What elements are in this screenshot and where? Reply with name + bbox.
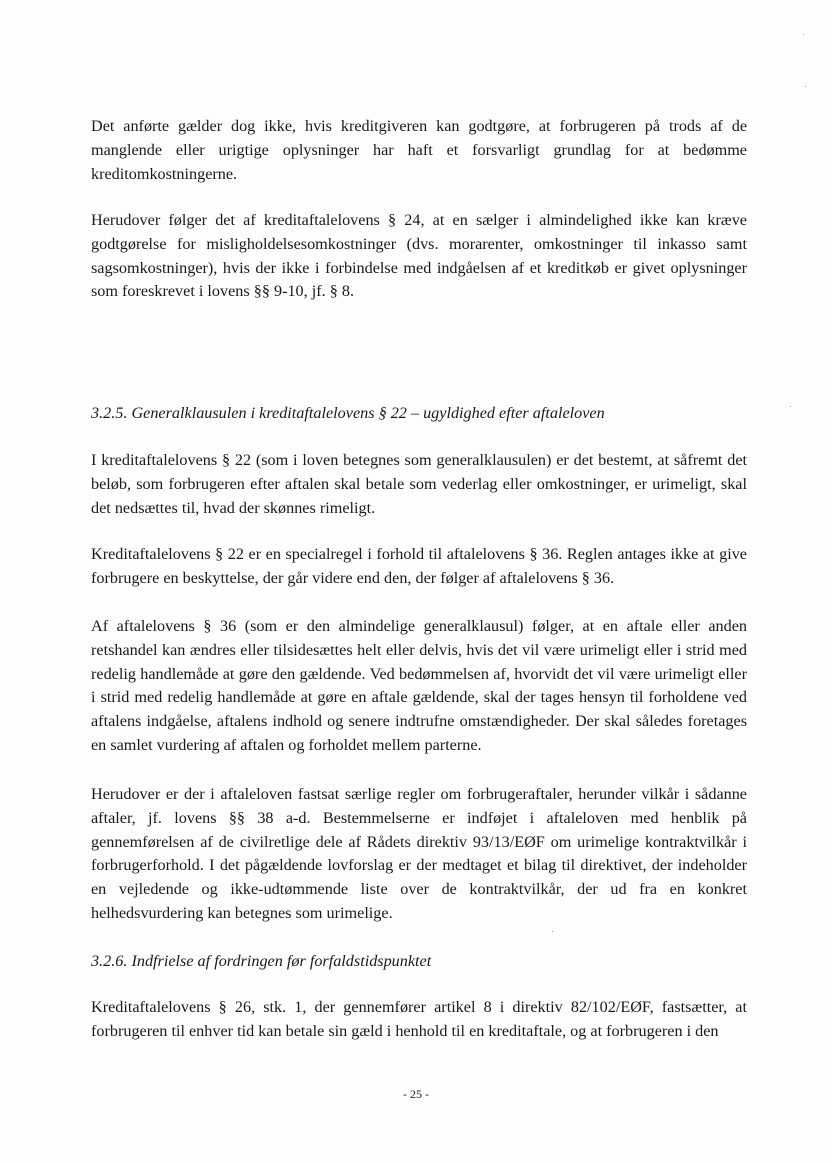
- scan-speck: [805, 86, 806, 87]
- paragraph-consumer-agreements: Herudover er der i aftaleloven fastsat særlige regler om forbrugeraftaler, herunder vilkår i sådanne aftaler, jf. lovens §§ 38 a-d. Bestemmelserne er indføjet i aftaleloven med henblik på gennemførelsen af de civilretlige dele af Rådets direktiv 93/13/EØF om urimelige kontraktvilkår i forbrugerforhold. I det pågældende lovforslag er der medtaget et bilag til direktivet, der indeholder en vejledende og ikke-udtømmende liste over de kontraktvilkår, der ud fra en konkret helhedsvurdering kan betegnes som urimelige.: [91, 785, 747, 922]
- scan-speck: [803, 34, 804, 35]
- paragraph-credit-costs: Det anførte gælder dog ikke, hvis kreditgiveren kan godtgøre, at forbrugeren på trods af de manglende eller urigtige oplysninger har haft et forsvarligt grundlag for at bedømme kreditomkostningerne.: [91, 117, 747, 183]
- paragraph-section-22: I kreditaftalelovens § 22 (som i loven betegnes som generalklausulen) er det bestemt, at såfremt det beløb, som forbrugeren efter aftalen skal betale som vederlag eller omkostninger, er urimeligt, skal det nedsættes til, hvad der skønnes rimeligt.: [91, 451, 747, 517]
- page-number: - 25 -: [403, 1087, 429, 1101]
- scan-speck: [790, 406, 791, 407]
- scan-speck: [552, 931, 553, 932]
- section-heading-3-2-5: 3.2.5. Generalklausulen i kreditaftalelovens § 22 – ugyldighed efter aftaleloven: [91, 404, 605, 422]
- paragraph-special-rule: Kreditaftalelovens § 22 er en specialregel i forhold til aftalelovens § 36. Reglen antages ikke at give forbrugere en beskyttelse, der går videre end den, der følger af aftalelovens § 36.: [91, 545, 747, 587]
- paragraph-section-26: Kreditaftalelovens § 26, stk. 1, der gennemfører artikel 8 i direktiv 82/102/EØF, fastsætter, at forbrugeren til enhver tid kan betale sin gæld i henhold til en kreditaftale, og at forbrugeren i den: [91, 998, 747, 1040]
- paragraph-section-24: Herudover følger det af kreditaftalelovens § 24, at en sælger i almindelighed ikke kan kræve godtgørelse for misligholdelsesomkostninger (dvs. morarenter, omkostninger til inkasso samt sagsomkostninger), hvis der ikke i forbindelse med indgåelsen af et kreditkøb er givet oplysninger som foreskrevet i lovens §§ 9-10, jf. § 8.: [91, 211, 747, 301]
- section-heading-3-2-6: 3.2.6. Indfrielse af fordringen før forfaldstidspunktet: [91, 952, 432, 970]
- paragraph-section-36: Af aftalelovens § 36 (som er den almindelige generalklausul) følger, at en aftale eller anden retshandel kan ændres eller tilsidesættes helt eller delvis, hvis det vil være urimeligt eller i strid med redelig handlemåde at gøre den gældende. Ved bedømmelsen af, hvorvidt det vil være urimeligt eller i strid med redelig handlemåde at gøre en aftale gældende, skal der tages hensyn til forholdene ved aftalens indgåelse, aftalens indhold og senere indtrufne omstændigheder. Der skal således foretages en samlet vurdering af aftalen og forholdet mellem parterne.: [91, 617, 747, 754]
